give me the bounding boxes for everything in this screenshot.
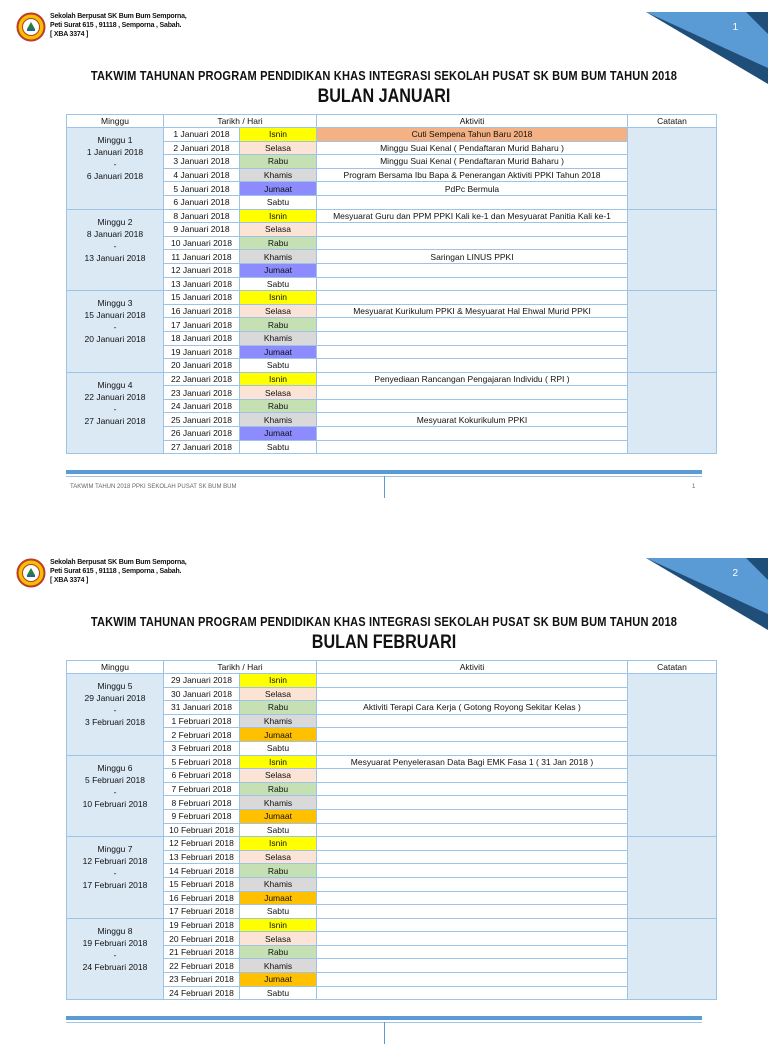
day-cell: Jumaat xyxy=(240,182,317,196)
activity-cell: Mesyuarat Guru dan PPM PPKI Kali ke-1 dan Mesyuarat Panitia Kali ke-1 xyxy=(317,209,628,223)
week-cell xyxy=(67,209,164,291)
week-end: 17 Februari 2018 xyxy=(82,880,148,891)
activity-cell: Mesyuarat Kurikulum PPKI & Mesyuarat Hal Ehwal Murid PPKI xyxy=(317,304,628,318)
week-separator: - xyxy=(113,705,117,715)
week-cell xyxy=(67,918,164,1000)
day-cell: Khamis xyxy=(240,413,317,427)
table-row xyxy=(67,728,717,742)
activity-cell xyxy=(317,345,628,359)
date-cell: 17 Februari 2018 xyxy=(164,905,240,919)
notes-cell xyxy=(628,918,717,1000)
date-cell: 16 Februari 2018 xyxy=(164,891,240,905)
date-cell: 1 Februari 2018 xyxy=(164,714,240,728)
day-cell: Jumaat xyxy=(240,891,317,905)
activity-cell xyxy=(317,986,628,1000)
activity-cell xyxy=(317,850,628,864)
table-row xyxy=(67,318,717,332)
week-start: 5 Februari 2018 xyxy=(84,774,145,785)
school-logo-icon xyxy=(16,558,46,588)
date-cell: 19 Februari 2018 xyxy=(164,918,240,932)
day-cell: Rabu xyxy=(240,945,317,959)
date-cell: 13 Februari 2018 xyxy=(164,850,240,864)
column-header-aktiviti: Aktiviti xyxy=(317,115,628,128)
date-cell: 6 Februari 2018 xyxy=(164,769,240,783)
notes-cell xyxy=(628,755,717,837)
table-row xyxy=(67,850,717,864)
date-cell: 2 Januari 2018 xyxy=(164,141,240,155)
date-cell: 18 Januari 2018 xyxy=(164,331,240,345)
day-cell: Selasa xyxy=(240,386,317,400)
table-row xyxy=(67,427,717,441)
day-cell: Jumaat xyxy=(240,263,317,277)
notes-cell xyxy=(628,291,717,373)
activity-cell xyxy=(317,386,628,400)
activity-cell xyxy=(317,891,628,905)
calendar-page xyxy=(0,0,768,512)
day-cell: Isnin xyxy=(240,837,317,851)
date-cell: 6 Januari 2018 xyxy=(164,195,240,209)
date-cell: 3 Februari 2018 xyxy=(164,741,240,755)
activity-cell: Mesyuarat Kokurikulum PPKI xyxy=(317,413,628,427)
day-cell: Rabu xyxy=(240,782,317,796)
activity-cell xyxy=(317,359,628,373)
day-cell: Rabu xyxy=(240,399,317,413)
table-row xyxy=(67,413,717,427)
document-heading: TAKWIM TAHUNAN PROGRAM PENDIDIKAN KHAS INTEGRASI SEKOLAH PUSAT SK BUM BUM TAHUN 2018 xyxy=(90,614,678,629)
table-row xyxy=(67,182,717,196)
week-cell xyxy=(67,674,164,756)
activity-cell xyxy=(317,687,628,701)
table-row xyxy=(67,386,717,400)
activity-cell xyxy=(317,291,628,305)
notes-cell xyxy=(628,674,717,756)
activity-cell xyxy=(317,877,628,891)
activity-cell xyxy=(317,277,628,291)
table-header-row xyxy=(67,115,717,128)
table-row xyxy=(67,304,717,318)
day-cell: Rabu xyxy=(240,864,317,878)
day-cell: Selasa xyxy=(240,223,317,237)
week-separator: - xyxy=(113,868,117,879)
date-cell: 9 Januari 2018 xyxy=(164,223,240,237)
table-row xyxy=(67,796,717,810)
week-separator: - xyxy=(113,403,117,414)
notes-cell xyxy=(628,128,717,210)
footer-bar xyxy=(66,1016,702,1020)
footer-divider xyxy=(384,1022,385,1044)
date-cell: 24 Februari 2018 xyxy=(164,986,240,1000)
day-cell: Sabtu xyxy=(240,277,317,291)
date-cell: 25 Januari 2018 xyxy=(164,413,240,427)
table-row xyxy=(67,155,717,169)
date-cell: 15 Januari 2018 xyxy=(164,291,240,305)
notes-cell xyxy=(628,209,717,291)
date-cell: 1 Januari 2018 xyxy=(164,128,240,142)
date-cell: 14 Februari 2018 xyxy=(164,864,240,878)
day-cell: Khamis xyxy=(240,250,317,264)
table-row xyxy=(67,291,717,305)
table-row xyxy=(67,168,717,182)
table-row xyxy=(67,932,717,946)
day-cell: Isnin xyxy=(240,755,317,769)
day-cell: Jumaat xyxy=(240,345,317,359)
week-end: 13 Januari 2018 xyxy=(84,252,146,263)
date-cell: 11 Januari 2018 xyxy=(164,250,240,264)
date-cell: 9 Februari 2018 xyxy=(164,809,240,823)
day-cell: Isnin xyxy=(240,209,317,223)
activity-cell xyxy=(317,741,628,755)
column-header-tarikh: Tarikh / Hari xyxy=(164,661,317,674)
week-cell xyxy=(67,291,164,373)
date-cell: 24 Januari 2018 xyxy=(164,399,240,413)
activity-cell xyxy=(317,195,628,209)
activity-cell xyxy=(317,674,628,688)
activity-cell: Penyediaan Rancangan Pengajaran Individu ( RPI ) xyxy=(317,372,628,386)
table-row xyxy=(67,263,717,277)
activity-cell: Program Bersama Ibu Bapa & Penerangan Aktiviti PPKI Tahun 2018 xyxy=(317,168,628,182)
school-address xyxy=(50,558,187,585)
day-cell: Khamis xyxy=(240,168,317,182)
day-cell: Khamis xyxy=(240,796,317,810)
table-row xyxy=(67,674,717,688)
calendar-page xyxy=(0,546,768,1058)
activity-cell xyxy=(317,427,628,441)
week-start: 19 Februari 2018 xyxy=(82,937,148,948)
table-row xyxy=(67,823,717,837)
date-cell: 2 Februari 2018 xyxy=(164,728,240,742)
notes-cell xyxy=(628,372,717,454)
date-cell: 8 Februari 2018 xyxy=(164,796,240,810)
week-start: 15 Januari 2018 xyxy=(84,310,146,321)
date-cell: 21 Februari 2018 xyxy=(164,945,240,959)
table-row xyxy=(67,277,717,291)
activity-cell xyxy=(317,945,628,959)
table-row xyxy=(67,918,717,932)
table-row xyxy=(67,345,717,359)
date-cell: 8 Januari 2018 xyxy=(164,209,240,223)
school-po-box: Peti Surat 615 , 91118 , Semporna , Sabah. xyxy=(50,568,182,575)
date-cell: 20 Januari 2018 xyxy=(164,359,240,373)
date-cell: 26 Januari 2018 xyxy=(164,427,240,441)
activity-cell xyxy=(317,728,628,742)
activity-cell xyxy=(317,769,628,783)
week-name: Minggu 5 xyxy=(97,681,133,691)
activity-cell: Saringan LINUS PPKI xyxy=(317,250,628,264)
day-cell: Isnin xyxy=(240,128,317,142)
week-name: Minggu 2 xyxy=(97,216,133,227)
page-number: 1 xyxy=(732,22,738,33)
month-title: BULAN JANUARI xyxy=(317,86,451,107)
day-cell: Isnin xyxy=(240,674,317,688)
table-row xyxy=(67,399,717,413)
week-end: 10 Februari 2018 xyxy=(82,798,148,809)
week-name: Minggu 3 xyxy=(97,298,133,309)
day-cell: Rabu xyxy=(240,155,317,169)
table-row xyxy=(67,809,717,823)
table-row xyxy=(67,250,717,264)
week-name: Minggu 6 xyxy=(97,762,133,773)
table-row xyxy=(67,687,717,701)
table-row xyxy=(67,891,717,905)
date-cell: 12 Februari 2018 xyxy=(164,837,240,851)
date-cell: 7 Februari 2018 xyxy=(164,782,240,796)
week-end: 24 Februari 2018 xyxy=(82,961,148,972)
date-cell: 27 Januari 2018 xyxy=(164,440,240,454)
table-header-row xyxy=(67,661,717,674)
activity-cell: Aktiviti Terapi Cara Kerja ( Gotong Royong Sekitar Kelas ) xyxy=(317,701,628,715)
table-row xyxy=(67,701,717,715)
notes-cell xyxy=(628,837,717,919)
footer-bar xyxy=(66,470,702,474)
date-cell: 12 Januari 2018 xyxy=(164,263,240,277)
week-start: 29 Januari 2018 xyxy=(84,693,146,703)
activity-cell xyxy=(317,864,628,878)
day-cell: Selasa xyxy=(240,769,317,783)
date-cell: 3 Januari 2018 xyxy=(164,155,240,169)
school-name: Sekolah Berpusat SK Bum Bum Semporna, xyxy=(50,559,187,566)
date-cell: 19 Januari 2018 xyxy=(164,345,240,359)
document-heading: TAKWIM TAHUNAN PROGRAM PENDIDIKAN KHAS INTEGRASI SEKOLAH PUSAT SK BUM BUM TAHUN 2018 xyxy=(90,68,678,83)
date-cell: 29 Januari 2018 xyxy=(164,674,240,688)
day-cell: Jumaat xyxy=(240,809,317,823)
table-row xyxy=(67,223,717,237)
footer-divider xyxy=(384,476,385,498)
week-name: Minggu 4 xyxy=(97,379,133,390)
day-cell: Sabtu xyxy=(240,195,317,209)
day-cell: Selasa xyxy=(240,141,317,155)
week-separator: - xyxy=(113,786,117,797)
footer-text: TAKWIM TAHUN 2018 PPKI SEKOLAH PUSAT SK BUM BUM xyxy=(70,484,237,490)
activity-cell xyxy=(317,796,628,810)
calendar-table xyxy=(66,660,717,1000)
activity-cell xyxy=(317,782,628,796)
table-row xyxy=(67,440,717,454)
activity-cell xyxy=(317,440,628,454)
day-cell: Jumaat xyxy=(240,728,317,742)
table-row xyxy=(67,372,717,386)
column-header-minggu: Minggu xyxy=(67,661,164,674)
month-title: BULAN FEBRUARI xyxy=(311,632,457,653)
day-cell: Jumaat xyxy=(240,427,317,441)
date-cell: 22 Februari 2018 xyxy=(164,959,240,973)
week-separator: - xyxy=(113,322,117,333)
day-cell: Sabtu xyxy=(240,905,317,919)
table-row xyxy=(67,837,717,851)
school-address xyxy=(50,12,187,39)
day-cell: Khamis xyxy=(240,959,317,973)
day-cell: Khamis xyxy=(240,714,317,728)
day-cell: Sabtu xyxy=(240,986,317,1000)
activity-cell xyxy=(317,932,628,946)
day-cell: Sabtu xyxy=(240,741,317,755)
activity-cell xyxy=(317,318,628,332)
date-cell: 5 Februari 2018 xyxy=(164,755,240,769)
week-separator: - xyxy=(113,240,117,251)
day-cell: Selasa xyxy=(240,850,317,864)
activity-cell xyxy=(317,918,628,932)
week-separator: - xyxy=(113,949,117,960)
table-row xyxy=(67,782,717,796)
table-row xyxy=(67,973,717,987)
date-cell: 10 Januari 2018 xyxy=(164,236,240,250)
day-cell: Jumaat xyxy=(240,973,317,987)
week-cell xyxy=(67,755,164,837)
day-cell: Isnin xyxy=(240,918,317,932)
day-cell: Rabu xyxy=(240,701,317,715)
activity-cell xyxy=(317,905,628,919)
week-start: 22 Januari 2018 xyxy=(84,391,146,402)
date-cell: 5 Januari 2018 xyxy=(164,182,240,196)
table-row xyxy=(67,769,717,783)
day-cell: Khamis xyxy=(240,877,317,891)
week-cell xyxy=(67,837,164,919)
day-cell: Sabtu xyxy=(240,359,317,373)
activity-cell: Minggu Suai Kenal ( Pendaftaran Murid Baharu ) xyxy=(317,155,628,169)
table-row xyxy=(67,141,717,155)
table-row xyxy=(67,864,717,878)
activity-cell xyxy=(317,399,628,413)
week-cell xyxy=(67,128,164,210)
column-header-catatan: Catatan xyxy=(628,115,717,128)
date-cell: 23 Februari 2018 xyxy=(164,973,240,987)
week-end: 20 Januari 2018 xyxy=(84,334,146,345)
week-start: 8 Januari 2018 xyxy=(86,228,144,239)
day-cell: Isnin xyxy=(240,372,317,386)
column-header-catatan: Catatan xyxy=(628,661,717,674)
day-cell: Selasa xyxy=(240,304,317,318)
activity-cell xyxy=(317,959,628,973)
school-po-box: Peti Surat 615 , 91118 , Semporna , Sabah. xyxy=(50,22,182,29)
table-row xyxy=(67,209,717,223)
date-cell: 4 Januari 2018 xyxy=(164,168,240,182)
date-cell: 15 Februari 2018 xyxy=(164,877,240,891)
table-row xyxy=(67,986,717,1000)
day-cell: Sabtu xyxy=(240,823,317,837)
table-row xyxy=(67,236,717,250)
day-cell: Isnin xyxy=(240,291,317,305)
date-cell: 20 Februari 2018 xyxy=(164,932,240,946)
week-cell xyxy=(67,372,164,454)
week-start: 1 Januari 2018 xyxy=(86,147,144,157)
day-cell: Selasa xyxy=(240,687,317,701)
table-row xyxy=(67,755,717,769)
date-cell: 17 Januari 2018 xyxy=(164,318,240,332)
activity-cell xyxy=(317,809,628,823)
day-cell: Selasa xyxy=(240,932,317,946)
activity-cell xyxy=(317,973,628,987)
week-name: Minggu 1 xyxy=(97,135,133,145)
school-code: [ XBA 3374 ] xyxy=(50,31,89,38)
school-logo-icon xyxy=(16,12,46,42)
table-row xyxy=(67,741,717,755)
activity-cell xyxy=(317,236,628,250)
table-row xyxy=(67,331,717,345)
activity-cell xyxy=(317,837,628,851)
week-name: Minggu 7 xyxy=(97,844,133,855)
day-cell: Rabu xyxy=(240,236,317,250)
date-cell: 10 Februari 2018 xyxy=(164,823,240,837)
activity-cell xyxy=(317,263,628,277)
activity-cell: Mesyuarat Penyelerasan Data Bagi EMK Fasa 1 ( 31 Jan 2018 ) xyxy=(317,755,628,769)
date-cell: 16 Januari 2018 xyxy=(164,304,240,318)
table-row xyxy=(67,195,717,209)
activity-cell xyxy=(317,714,628,728)
date-cell: 31 Januari 2018 xyxy=(164,701,240,715)
week-start: 12 Februari 2018 xyxy=(82,856,148,867)
date-cell: 22 Januari 2018 xyxy=(164,372,240,386)
day-cell: Khamis xyxy=(240,331,317,345)
date-cell: 13 Januari 2018 xyxy=(164,277,240,291)
school-code: [ XBA 3374 ] xyxy=(50,577,89,584)
activity-cell: Cuti Sempena Tahun Baru 2018 xyxy=(317,128,628,142)
column-header-aktiviti: Aktiviti xyxy=(317,661,628,674)
table-row xyxy=(67,128,717,142)
activity-cell xyxy=(317,331,628,345)
table-row xyxy=(67,959,717,973)
week-end: 3 Februari 2018 xyxy=(84,717,145,727)
activity-cell xyxy=(317,823,628,837)
column-header-tarikh: Tarikh / Hari xyxy=(164,115,317,128)
activity-cell: PdPc Bermula xyxy=(317,182,628,196)
week-end: 27 Januari 2018 xyxy=(84,415,146,426)
footer-page-number: 1 xyxy=(692,484,696,490)
day-cell: Sabtu xyxy=(240,440,317,454)
week-name: Minggu 8 xyxy=(97,925,133,936)
activity-cell xyxy=(317,223,628,237)
table-row xyxy=(67,877,717,891)
table-row xyxy=(67,359,717,373)
date-cell: 30 Januari 2018 xyxy=(164,687,240,701)
date-cell: 23 Januari 2018 xyxy=(164,386,240,400)
table-row xyxy=(67,714,717,728)
table-row xyxy=(67,945,717,959)
column-header-minggu: Minggu xyxy=(67,115,164,128)
week-separator: - xyxy=(113,159,117,169)
day-cell: Rabu xyxy=(240,318,317,332)
school-name: Sekolah Berpusat SK Bum Bum Semporna, xyxy=(50,13,187,20)
week-end: 6 Januari 2018 xyxy=(86,171,144,181)
table-row xyxy=(67,905,717,919)
page-number: 2 xyxy=(732,568,738,579)
calendar-table xyxy=(66,114,717,454)
activity-cell: Minggu Suai Kenal ( Pendaftaran Murid Baharu ) xyxy=(317,141,628,155)
